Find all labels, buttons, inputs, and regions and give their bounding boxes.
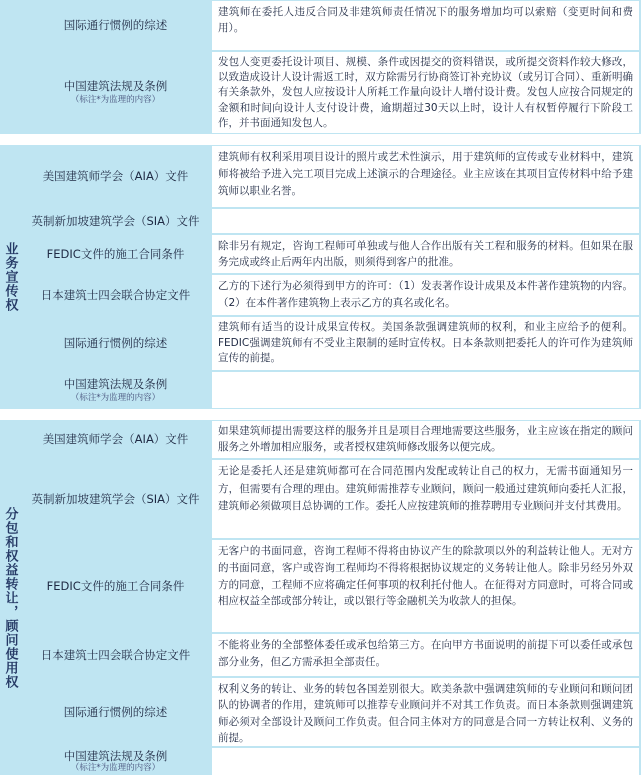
section-publicity-title: 业务宣传权 bbox=[2, 242, 18, 312]
row-label-text: 美国建筑师学会（AIA）文件 bbox=[42, 432, 189, 446]
row-label bbox=[22, 209, 209, 233]
row-label bbox=[22, 634, 209, 676]
row-label-text: 中国建筑法规及条例 bbox=[63, 376, 168, 391]
row-label bbox=[22, 235, 209, 273]
row-content: 权利义务的转让、业务的转包各国差别很大。欧美条款中强调建筑师的专业顾问和顾问团队的协调者的作用，建筑师可以推荐专业顾问并不对其工作负责。而日本条款则强调建筑师必须对全部设计及顾问工作负责。但合同主体对方的同意是合同一方转让权利、义务的前提。 bbox=[212, 678, 639, 746]
row-label-text: FEDIC文件的施工合同条件 bbox=[46, 578, 185, 593]
row-label-text: 国际通行惯例的综述 bbox=[63, 336, 168, 350]
table-row bbox=[22, 421, 639, 458]
row-label bbox=[22, 275, 209, 315]
row-content: 建筑师有适当的设计成果宣传权。美国条款强调建筑师的权利，和业主应给予的便利。FEDIC强调建筑师有不受业主限制的延时宣传权。日本条款则把委托人的许可作为建筑师宣传的前提。 bbox=[212, 317, 639, 370]
row-content: 不能将业务的全部整体委任或承包给第三方。在向甲方书面说明的前提下可以委任或承包部分业务，但乙方需承担全部责任。 bbox=[212, 634, 639, 676]
row-content: 发包人变更委托设计项目、规模、条件或因提交的资料错误，或所提交资料作较大修改，以致造成设计人设计需返工时，双方除需另行协商签订补充协议（或另订合同）、重新明确有关条款外，发包人应按设计人所耗工作量向设计人增付设计费。发包人应按合同规定的金额和时间向设计人支付设计费，逾期超过30天以上时，设计人有权暂停履行下阶段工作，并书面通知发包人。 bbox=[212, 52, 639, 133]
row-label bbox=[22, 748, 209, 775]
row-label bbox=[22, 146, 209, 207]
row-label-note: （标注*为监理的内容） bbox=[70, 392, 161, 403]
row-label-text: 英制新加坡建筑学会（SIA）文件 bbox=[31, 491, 200, 506]
table-row bbox=[22, 317, 639, 370]
section-publicity bbox=[0, 145, 641, 409]
row-label bbox=[22, 317, 209, 370]
row-content: 除非另有规定，咨询工程师可单独或与他人合作出版有关工程和服务的材料。但如果在服务完成或终止后两年内出版，则须得到客户的批准。 bbox=[212, 235, 639, 273]
row-label-note: （标注*为监理的内容） bbox=[70, 95, 161, 105]
table-row bbox=[22, 146, 639, 207]
table-row bbox=[22, 460, 639, 538]
table-row bbox=[22, 1, 639, 50]
row-label bbox=[22, 52, 209, 133]
table-row bbox=[22, 372, 639, 408]
section-claims bbox=[0, 0, 641, 134]
section-subcontract bbox=[0, 420, 641, 775]
row-label bbox=[22, 460, 209, 538]
row-content bbox=[212, 748, 639, 775]
row-label-text: FEDIC文件的施工合同条件 bbox=[46, 246, 185, 261]
table-row bbox=[22, 678, 639, 746]
section-gap bbox=[0, 134, 644, 145]
table-row bbox=[22, 540, 639, 632]
table-row bbox=[22, 209, 639, 233]
table-row bbox=[22, 52, 639, 133]
table-row bbox=[22, 748, 639, 775]
row-content: 乙方的下述行为必须得到甲方的许可：（1）发表著作设计成果及本件著作建筑物的内容。（2）在本件著作建筑物上表示乙方的真名或化名。 bbox=[212, 275, 639, 315]
row-label bbox=[22, 1, 209, 50]
row-label-text: 日本建筑士四会联合协定文件 bbox=[40, 287, 191, 302]
row-content: 建筑师有权利采用项目设计的照片或艺术性演示，用于建筑师的宣传或专业材料中，建筑师将被给予进入完工项目完成上述演示的合理途径。业主应该在其项目宣传材料中给予建筑师以职业名誉。 bbox=[212, 146, 639, 207]
table-row bbox=[22, 634, 639, 676]
row-content: 如果建筑师提出需要这样的服务并且是项目合理地需要这些服务，业主应该在指定的顾问服务之外增加相应服务，或者授权建筑师修改服务以便完成。 bbox=[212, 421, 639, 458]
row-label bbox=[22, 540, 209, 632]
section-subcontract-title: 分包和权益转让，顾问使用权 bbox=[2, 506, 18, 689]
row-content: 无论是委托人还是建筑师都可在合同范围内发配或转让自己的权力，无需书面通知另一方，但需要有合理的理由。建筑师需推荐专业顾问，顾问一般通过建筑师向委托人汇报，建筑师必须做项目总协调的工作。委托人应按建筑师的推荐聘用专业顾问并支付其费用。 bbox=[212, 460, 639, 538]
table-row bbox=[22, 235, 639, 273]
row-label-text: 英制新加坡建筑学会（SIA）文件 bbox=[31, 213, 200, 228]
row-content bbox=[212, 209, 639, 233]
row-label-text: 中国建筑法规及条例 bbox=[63, 748, 168, 763]
row-content: 建筑师在委托人违反合同及非建筑师责任情况下的服务增加均可以索赔（变更时间和费用）。 bbox=[212, 1, 639, 50]
row-label bbox=[22, 421, 209, 458]
row-label bbox=[22, 678, 209, 746]
row-label-text: 国际通行惯例的综述 bbox=[63, 704, 168, 719]
row-label-text: 中国建筑法规及条例 bbox=[63, 79, 168, 93]
row-label-note: （标注*为监理的内容） bbox=[70, 762, 161, 773]
table-row bbox=[22, 275, 639, 315]
row-label-text: 美国建筑师学会（AIA）文件 bbox=[42, 169, 189, 183]
row-content: 无客户的书面同意，咨询工程师不得将由协议产生的除款项以外的利益转让他人。无对方的书面同意，客户或咨询工程师均不得将根据协议规定的义务转让他人。除非另经另外双方的同意，工程师不应将确定任何事项的权利托付他人。在征得对方同意时，可将合同或相应权益全部或部分转让，或以银行等金融机关为收款人的担保。 bbox=[212, 540, 639, 632]
row-content bbox=[212, 372, 639, 408]
row-label-text: 国际通行惯例的综述 bbox=[63, 18, 168, 32]
section-gap bbox=[0, 409, 644, 420]
row-label-text: 日本建筑士四会联合协定文件 bbox=[40, 647, 191, 662]
row-label bbox=[22, 372, 209, 408]
